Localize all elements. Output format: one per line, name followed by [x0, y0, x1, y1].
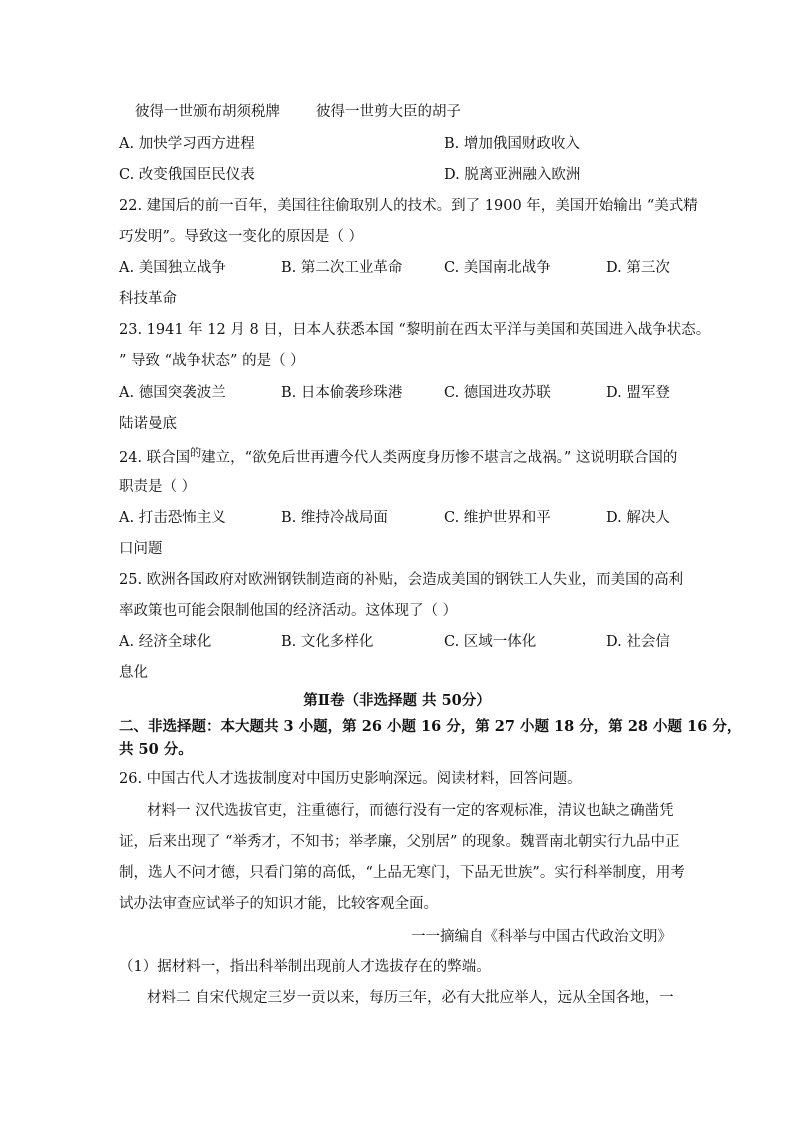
section-heading-line1: 二、非选择题：本大题共 3 小题，第 26 小题 16 分，第 27 小题 18 分，第 28 小题 16 分， [119, 718, 742, 735]
q24-option-a: A. 打击恐怖主义 [119, 510, 226, 526]
q21-option-c: C. 改变俄国臣民仪表 [119, 167, 255, 183]
q23-option-d: D. 盟军登 [606, 385, 670, 401]
q25-stem-line1: 25. 欧洲各国政府对欧洲钢铁制造商的补贴，会造成美国的钢铁工人失业，而美国的高利 [119, 572, 684, 588]
image-caption-right: 彼得一世剪大臣的胡子 [316, 104, 461, 120]
q25-option-d: D. 社会信 [606, 634, 670, 650]
q22-stem-line2: 巧发明”。导致这一变化的原因是（ ） [119, 229, 364, 245]
q26-subquestion-1: （1）据材料一，指出科举制出现前人才选拔存在的弊端。 [119, 959, 491, 975]
section-title: 第Ⅱ卷（非选择题 共 50分） [303, 692, 491, 709]
q26-intro: 26. 中国古代人才选拔制度对中国历史影响深远。阅读材料，回答问题。 [119, 771, 582, 787]
q25-option-d-wrap: 息化 [119, 665, 148, 681]
q24-option-d-wrap: 口问题 [119, 541, 163, 557]
q24-option-c: C. 维护世界和平 [444, 510, 551, 526]
q21-option-b: B. 增加俄国财政收入 [444, 136, 580, 152]
q26-material2-line1: 材料二 自宋代规定三岁一贡以来，每历三年，必有大批应举人，远从全国各地，一 [147, 990, 674, 1006]
q21-option-d: D. 脱离亚洲融入欧洲 [444, 167, 581, 183]
q23-option-a: A. 德国突袭波兰 [119, 385, 226, 401]
q22-option-c: C. 美国南北战争 [444, 260, 551, 276]
q25-stem-line2: 率政策也可能会限制他国的经济活动。这体现了（ ） [119, 603, 458, 619]
q23-option-d-wrap: 陆诺曼底 [119, 416, 177, 432]
q25-option-c: C. 区域一体化 [444, 634, 537, 650]
q22-option-d-wrap: 科技革命 [119, 291, 177, 307]
q26-material1-line4: 试办法审查应试举子的知识才能，比较客观全面。 [119, 896, 438, 912]
q22-option-b: B. 第二次工业革命 [281, 260, 403, 276]
q22-stem-line1: 22. 建国后的前一百年，美国往往偷取别人的技术。到了 1900 年，美国开始输出 “美式精 [119, 198, 698, 214]
q25-option-a: A. 经济全球化 [119, 634, 212, 650]
q21-option-a: A. 加快学习西方进程 [119, 136, 255, 152]
section-heading-line2: 共 50 分。 [119, 741, 193, 758]
q22-option-d: D. 第三次 [606, 260, 670, 276]
q23-stem-line2: ” 导致 “战争状态” 的是（ ） [119, 353, 305, 369]
q25-option-b: B. 文化多样化 [281, 634, 374, 650]
q23-option-b: B. 日本偷袭珍珠港 [281, 385, 403, 401]
q22-option-a: A. 美国独立战争 [119, 260, 226, 276]
q24-option-b: B. 维持冷战局面 [281, 510, 388, 526]
q24-option-d: D. 解决人 [606, 510, 670, 526]
q24-stem-line2: 职责是（ ） [119, 479, 197, 495]
q24-stem-line1: 24. 联合国$^的$建立，“欲免后世再遭今代人类两度身历惨不堪言之战祸。” 这说明联合国的 [119, 446, 678, 466]
q23-option-c: C. 德国进攻苏联 [444, 385, 551, 401]
q23-stem-line1: 23. 1941 年 12 月 8 日，日本人获悉本国 “黎明前在西太平洋与美国和英国进入战争状态。 [119, 322, 711, 338]
image-caption-left: 彼得一世颁布胡须税牌 [135, 104, 280, 120]
q26-source: 一一摘编自《科举与中国古代政治文明》 [411, 929, 672, 945]
q26-material1-line2: 证，后来出现了 “举秀才，不知书；举孝廉，父别居” 的现象。魏晋南北朝实行九品中正 [119, 834, 680, 850]
q26-material1-line3: 制，选人不问才德，只看门第的高低，“上品无寒门，下品无世族”。实行科举制度，用考 [119, 865, 685, 881]
q26-material1-line1: 材料一 汉代选拔官吏，注重德行，而德行没有一定的客观标准，清议也缺之确凿凭 [147, 803, 674, 819]
